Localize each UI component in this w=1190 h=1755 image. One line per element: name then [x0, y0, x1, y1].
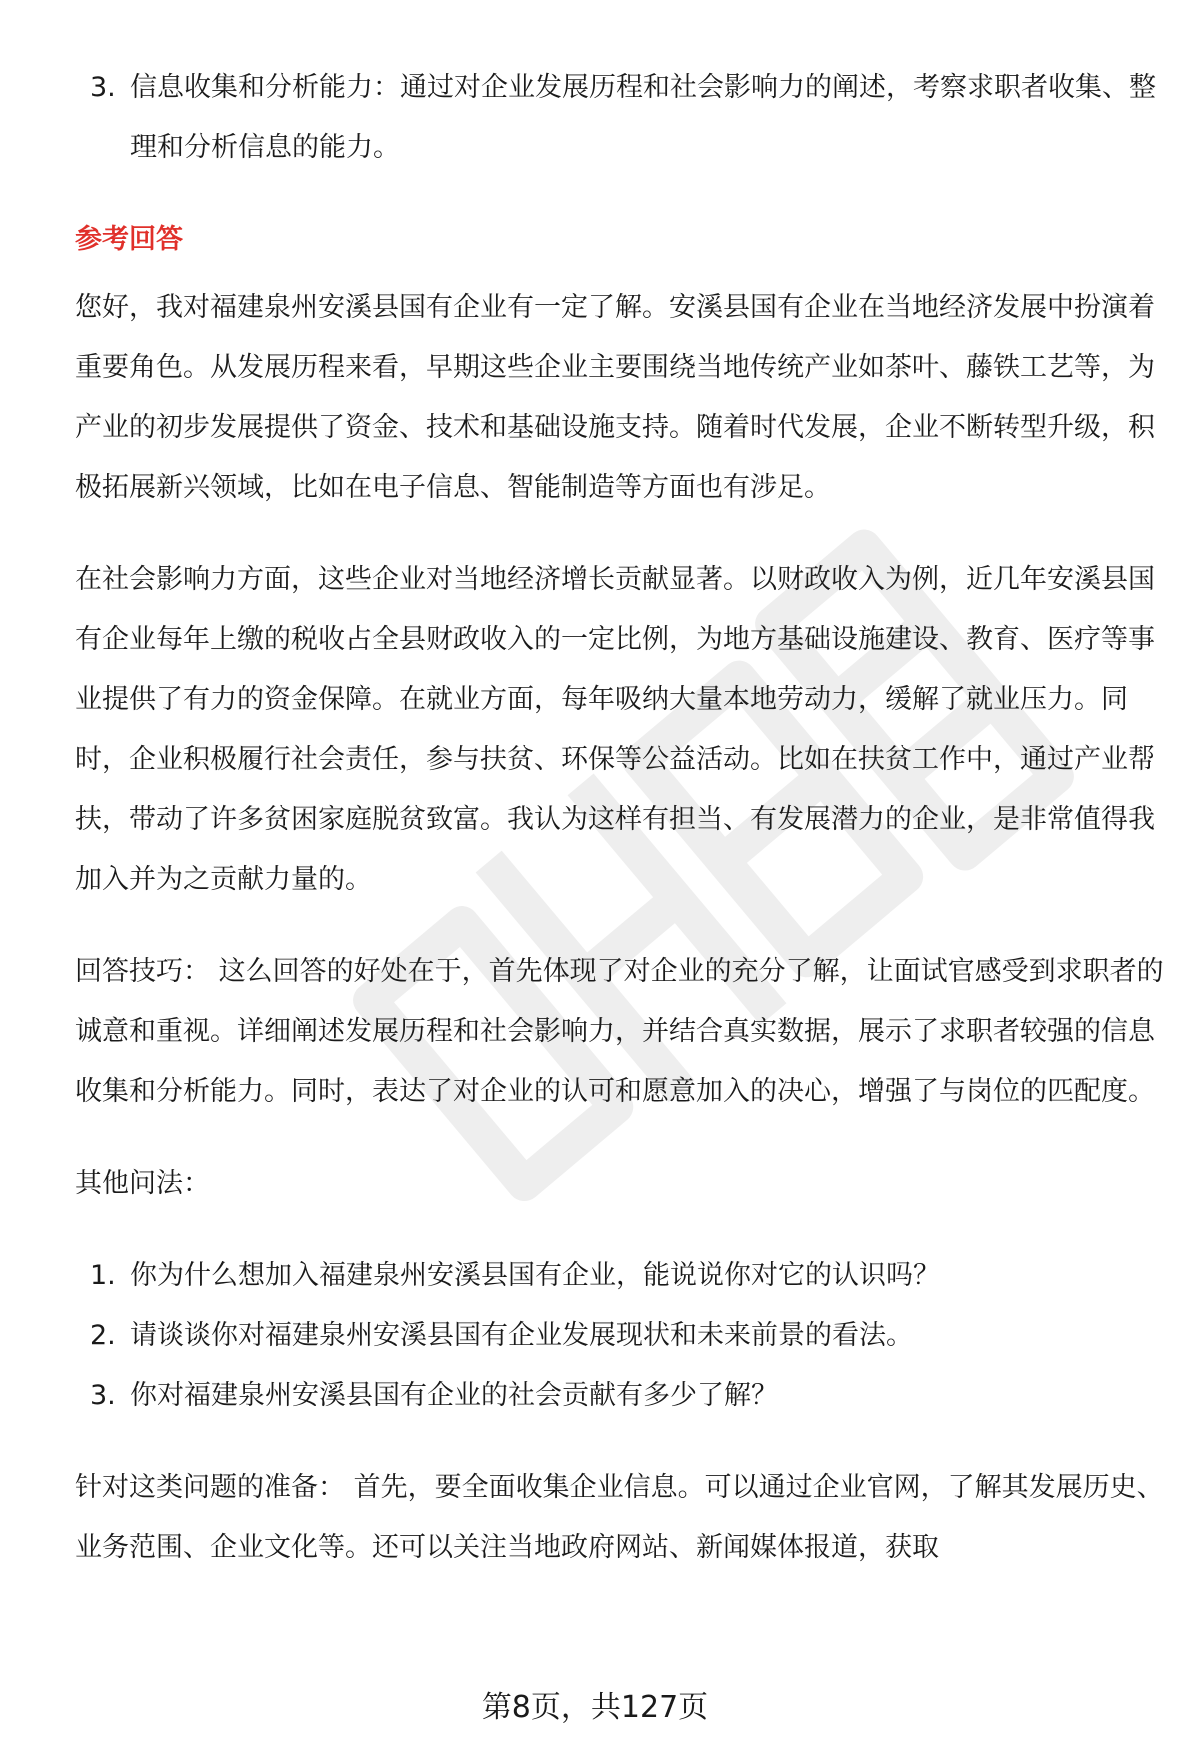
top-numbered-list — [75, 58, 1175, 178]
reference-answer-heading: 参考回答 — [75, 224, 183, 255]
impact-paragraph: 在社会影响力方面，这些企业对当地经济增长贡献显著。以财政收入为例，近几年安溪县国有企业每年上缴的税收占全县财政收入的一定比例，为地方基础设施建设、教育、医疗等事业提供了有力的资金保障。在就业方面，每年吸纳大量本地劳动力，缓解了就业压力。同时，企业积极履行社会责任，参与扶贫、环保等公益活动。比如在扶贫工作中，通过产业帮扶，带动了许多贫困家庭脱贫致富。我认为这样有担当、有发展潜力的企业，是非常值得我加入并为之贡献力量的。 — [75, 564, 1155, 895]
intro-paragraph: 您好，我对福建泉州安溪县国有企业有一定了解。安溪县国有企业在当地经济发展中扮演着重要角色。从发展历程来看，早期这些企业主要围绕当地传统产业如茶叶、藤铁工艺等，为产业的初步发展提供了资金、技术和基础设施支持。随着时代发展，企业不断转型升级，积极拓展新兴领域，比如在电子信息、智能制造等方面也有涉足。 — [75, 292, 1155, 503]
preparation-paragraph: 针对这类问题的准备： 首先，要全面收集企业信息。可以通过企业官网，了解其发展历史、业务范围、企业文化等。还可以关注当地政府网站、新闻媒体报道，获取 — [75, 1472, 1164, 1563]
document-body — [75, 58, 1175, 1610]
list-item-number: 1. — [90, 1260, 116, 1291]
list-item-number: 3. — [90, 72, 116, 103]
list-item-number: 3. — [90, 1380, 116, 1411]
list-item — [75, 1366, 1175, 1426]
list-item-text: 请谈谈你对福建泉州安溪县国有企业发展现状和未来前景的看法。 — [130, 1320, 913, 1351]
list-item — [75, 1246, 1175, 1306]
tips-paragraph: 回答技巧： 这么回答的好处在于，首先体现了对企业的充分了解，让面试官感受到求职者的诚意和重视。详细阐述发展历程和社会影响力，并结合真实数据，展示了求职者较强的信息收集和分析能力。同时，表达了对企业的认可和愿意加入的决心，增强了与岗位的匹配度。 — [75, 956, 1164, 1107]
page-number-footer: 第8页，共127页 — [481, 1690, 709, 1725]
list-item-number: 2. — [90, 1320, 116, 1351]
other-questions-heading: 其他问法： — [75, 1168, 210, 1199]
list-item-text: 你对福建泉州安溪县国有企业的社会贡献有多少了解？ — [130, 1380, 778, 1411]
other-questions-list — [75, 1246, 1175, 1426]
list-item-text: 你为什么想加入福建泉州安溪县国有企业，能说说你对它的认识吗？ — [130, 1260, 940, 1291]
list-item-text: 信息收集和分析能力：通过对企业发展历程和社会影响力的阐述，考察求职者收集、整理和分析信息的能力。 — [130, 72, 1156, 163]
list-item — [75, 58, 1175, 178]
list-item — [75, 1306, 1175, 1366]
